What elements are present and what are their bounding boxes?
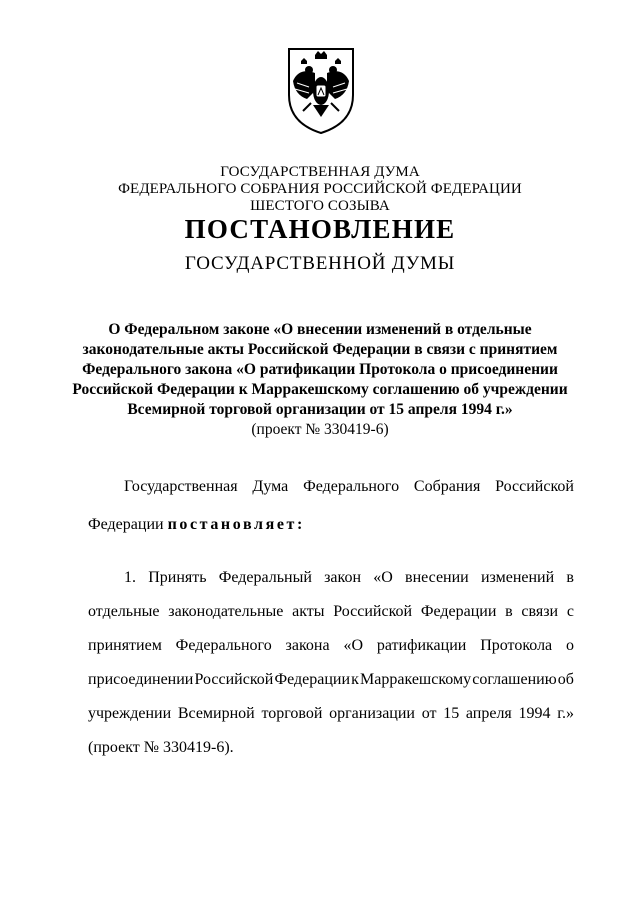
word: Дума xyxy=(252,478,289,495)
project-number: (проект № 330419-6) xyxy=(251,421,389,438)
word: ратификации xyxy=(376,637,467,654)
item-1-line-4 xyxy=(88,663,574,697)
word: Государственная xyxy=(124,478,238,495)
word: Российской xyxy=(495,478,574,495)
word: в xyxy=(505,603,513,620)
word: Федерального xyxy=(175,637,272,654)
word: Российской xyxy=(333,603,413,620)
word: «О xyxy=(373,569,393,586)
word: закон xyxy=(324,569,362,586)
word: акты xyxy=(292,603,325,620)
word: с xyxy=(566,603,574,620)
word: изменений xyxy=(480,569,555,586)
word: закона xyxy=(285,637,330,654)
subject-heading xyxy=(0,320,640,440)
item-1-line-5 xyxy=(88,697,574,731)
subject-line-3: Федерального закона «О ратификации Протокола о присоединении xyxy=(82,361,558,378)
word: Всемирной xyxy=(177,705,255,722)
word: «О xyxy=(343,637,363,654)
org-line-1: ГОСУДАРСТВЕННАЯ ДУМА xyxy=(220,164,420,180)
document-title: ПОСТАНОВЛЕНИЕ xyxy=(184,214,456,244)
word: от xyxy=(421,705,437,722)
word: к xyxy=(351,671,359,688)
word: Федерации xyxy=(274,671,351,688)
item-1-line-2 xyxy=(88,595,574,629)
word: внесении xyxy=(405,569,469,586)
word: Федеральный xyxy=(218,569,312,586)
word: организации xyxy=(329,705,415,722)
word: учреждении xyxy=(88,705,172,722)
word: 15 xyxy=(443,705,460,722)
intro-line-1 xyxy=(88,470,574,504)
org-line-3: ШЕСТОГО СОЗЫВА xyxy=(250,198,390,214)
word: Федерации xyxy=(88,516,164,533)
word: связи xyxy=(521,603,559,620)
word: соглашению xyxy=(472,671,557,688)
word: апреля xyxy=(465,705,512,722)
item-1-line-6 xyxy=(88,731,574,765)
subject-line-4: Российской Федерации к Марракешскому соглашению об учреждении xyxy=(72,381,568,398)
word: 1. xyxy=(124,569,136,586)
word: торговой xyxy=(261,705,323,722)
document-subtitle: ГОСУДАРСТВЕННОЙ ДУМЫ xyxy=(184,253,456,274)
word: Российской xyxy=(194,671,274,688)
item-1-line-3 xyxy=(88,629,574,663)
coat-of-arms-emblem xyxy=(285,45,357,135)
word: 1994 xyxy=(518,705,551,722)
word: Принять xyxy=(148,569,207,586)
word: в xyxy=(566,569,574,586)
word: отдельные xyxy=(88,603,160,620)
word: Протокола xyxy=(480,637,553,654)
intro-line-2 xyxy=(88,508,574,542)
word: Собрания xyxy=(413,478,481,495)
subject-line-2: законодательные акты Российской Федерации в связи с принятием xyxy=(82,341,558,358)
item-1-paragraph xyxy=(88,561,574,765)
issuing-body xyxy=(0,164,640,215)
word: Федерации xyxy=(420,603,497,620)
word: Марракешскому xyxy=(360,671,472,688)
word: о xyxy=(566,637,574,654)
word: г.» xyxy=(557,705,574,722)
word: законодательные xyxy=(168,603,284,620)
org-line-2: ФЕДЕРАЛЬНОГО СОБРАНИЯ РОССИЙСКОЙ ФЕДЕРАЦИИ xyxy=(118,181,522,197)
intro-paragraph xyxy=(88,470,574,542)
project-reference: (проект № 330419-6). xyxy=(88,739,234,756)
decree-verb: постановляет: xyxy=(167,516,305,533)
word: принятием xyxy=(88,637,162,654)
word: присоединении xyxy=(88,671,194,688)
subject-line-1: О Федеральном законе «О внесении изменений в отдельные xyxy=(108,321,532,338)
subject-line-5: Всемирной торговой организации от 15 апреля 1994 г.» xyxy=(127,401,513,418)
word: об xyxy=(557,671,574,688)
word: Федерального xyxy=(303,478,400,495)
item-1-line-1 xyxy=(88,561,574,595)
